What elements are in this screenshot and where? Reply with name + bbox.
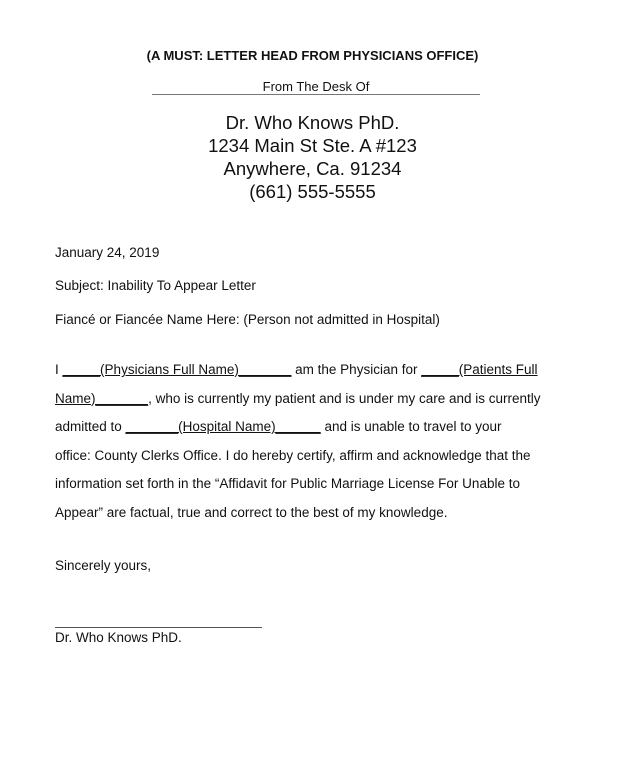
from-desk-label: From The Desk Of: [152, 80, 480, 95]
body-row-5: information set forth in the “Affidavit for Public Marriage License For Unable to: [55, 476, 520, 491]
fiance-name-line: Fiancé or Fiancée Name Here: (Person not admitted in Hospital): [55, 312, 440, 327]
city-state-zip: Anywhere, Ca. 91234: [223, 158, 402, 179]
physician-name-blank: _____(Physicians Full Name)_______: [62, 362, 292, 377]
hospital-name-blank: _______(Hospital Name)______: [125, 419, 321, 434]
body-row-3: [55, 413, 570, 442]
body-text: admitted to: [55, 419, 126, 434]
body-row-4: office: County Clerks Office. I do hereby certify, affirm and acknowledge that the: [55, 447, 531, 463]
signature-line: [55, 627, 262, 628]
street-address: 1234 Main St Ste. A #123: [208, 135, 417, 156]
body-text: I: [55, 362, 63, 377]
body-text: am the Physician for: [291, 362, 422, 377]
signature-name: Dr. Who Knows PhD.: [55, 630, 182, 645]
body-row-1: [55, 356, 570, 385]
patient-name-blank: _____(Patients Full: [421, 362, 538, 377]
letterhead-instruction: (A MUST: LETTER HEAD FROM PHYSICIANS OFFICE): [146, 48, 479, 63]
letter-date: January 24, 2019: [55, 245, 160, 260]
physician-name: Dr. Who Knows PhD.: [225, 112, 400, 133]
body-text: and is unable to travel to your: [320, 419, 502, 434]
closing-salutation: Sincerely yours,: [55, 558, 152, 573]
body-row-6: Appear” are factual, true and correct to the best of my knowledge.: [55, 504, 448, 520]
body-row-2: [55, 385, 570, 414]
body-text: who is currently my patient and is under my care and is currently: [151, 390, 541, 406]
phone-number: (661) 555-5555: [249, 181, 376, 202]
patient-name-blank-cont: Name)_______,: [55, 390, 152, 406]
letter-body: [55, 356, 570, 527]
letterhead-block: [0, 111, 625, 203]
letter-subject: Subject: Inability To Appear Letter: [55, 278, 256, 293]
